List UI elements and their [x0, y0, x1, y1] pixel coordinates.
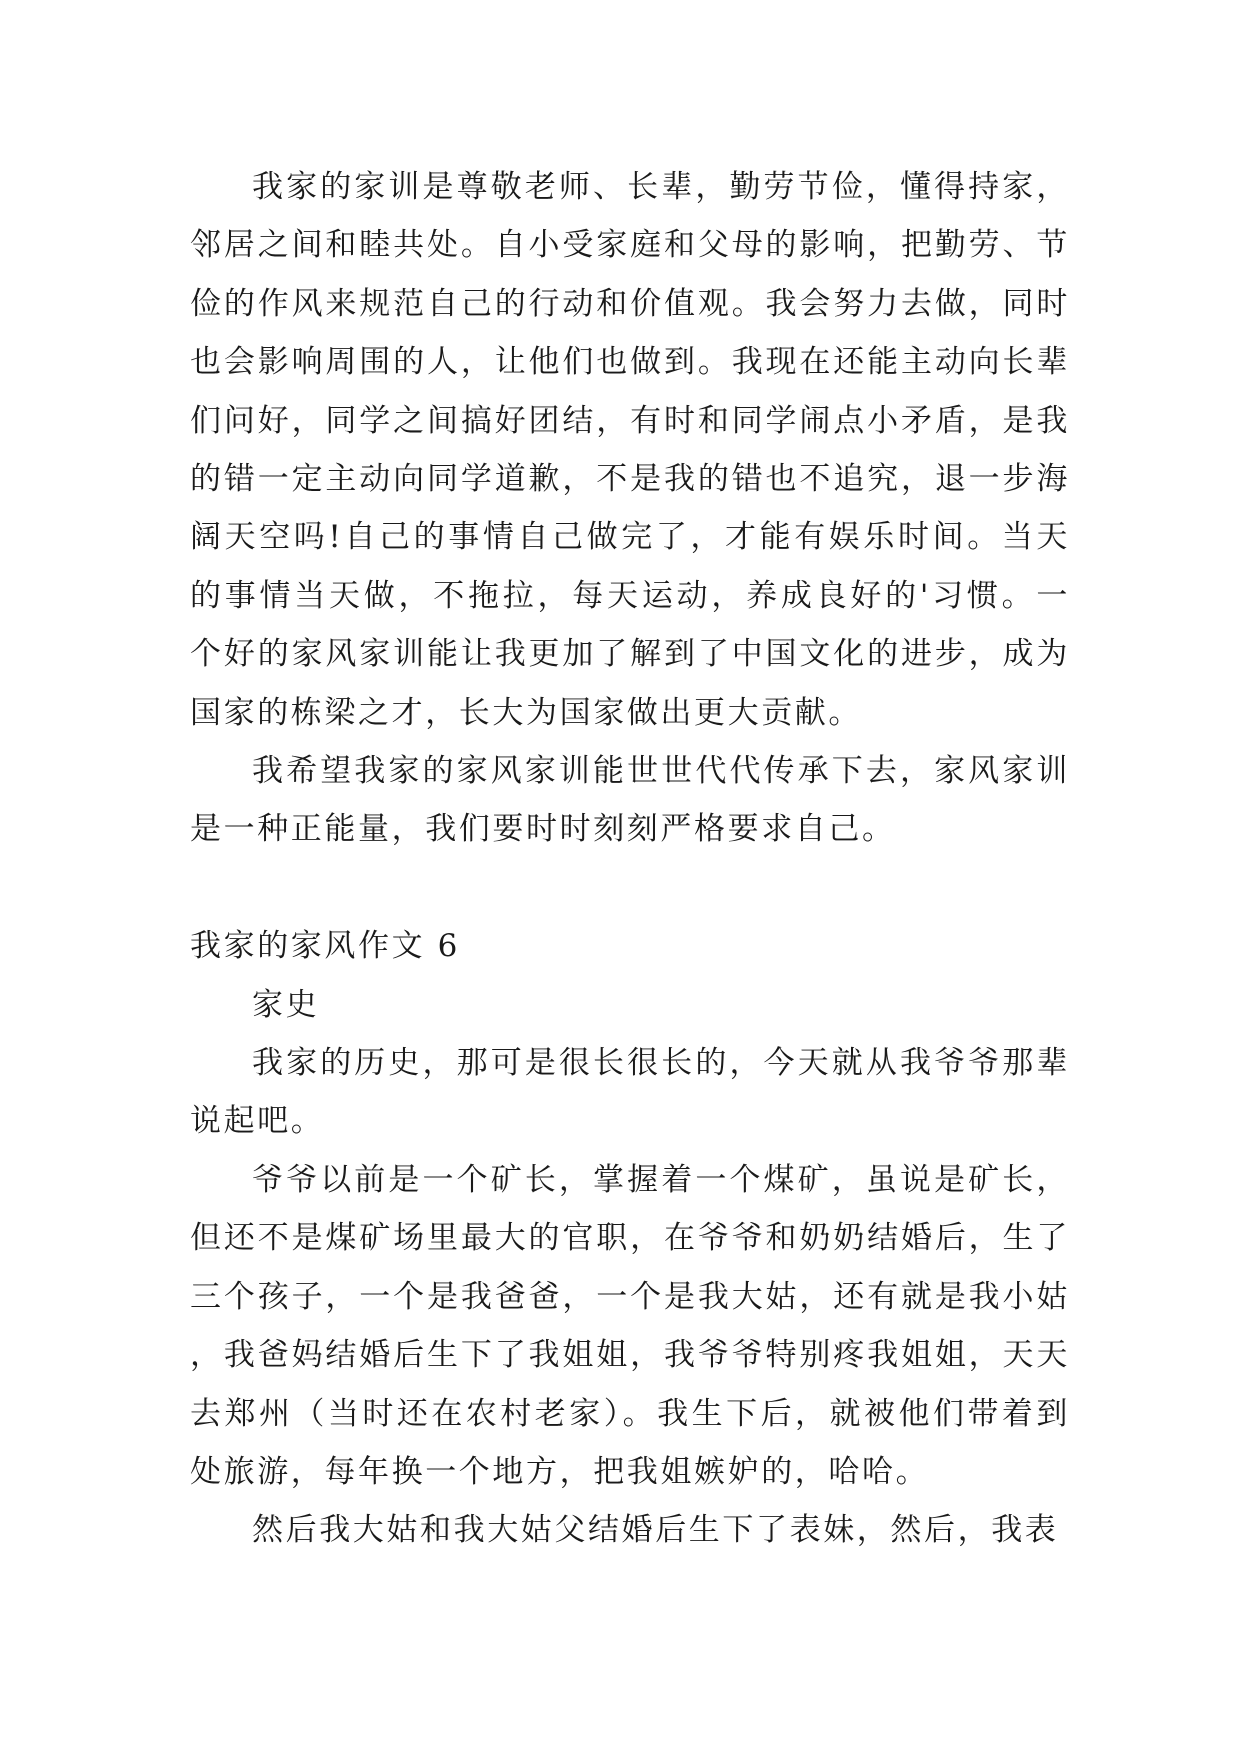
paragraph-family-motto: 我家的家训是尊敬老师、长辈，勤劳节俭，懂得持家，邻居之间和睦共处。自小受家庭和父母的影响，把勤劳、节俭的作风来规范自己的行动和价值观。我会努力去做，同时也会影响周围的人，让他们也做到。我现在还能主动向长辈们问好，同学之间搞好团结，有时和同学闹点小矛盾，是我的错一定主动向同学道歉，不是我的错也不追究，退一步海阔天空吗!自己的事情自己做完了，才能有娱乐时间。当天的事情当天做，不拖拉，每天运动，养成良好的'习惯。一个好的家风家训能让我更加了解到了中国文化的进步，成为国家的栋梁之才，长大为国家做出更大贡献。 [190, 169, 1070, 731]
paragraph-aunt: 然后我大姑和我大姑父结婚后生下了表妹，然后，我表 [252, 1512, 1059, 1549]
paragraph-family-history: 我家的历史，那可是很长很长的，今天就从我爷爷那辈说起吧。 [190, 1045, 1070, 1140]
document-body [190, 158, 1070, 1560]
paragraph-grandfather: 爷爷以前是一个矿长，掌握着一个煤矿，虽说是矿长，但还不是煤矿场里最大的官职，在爷爷和奶奶结婚后，生了三个孩子，一个是我爸爸，一个是我大姑，还有就是我小姑，我爸妈结婚后生下了我姐姐，我爷爷特别疼我姐姐，天天去郑州（当时还在农村老家）。我生下后，就被他们带着到处旅游，每年换一个地方，把我姐嫉妒的，哈哈。 [190, 1161, 1070, 1490]
section-title: 我家的家风作文 6 [190, 928, 460, 965]
section-spacer [190, 859, 1070, 917]
paragraph-hope: 我希望我家的家风家训能世世代代传承下去，家风家训是一种正能量，我们要时时刻刻严格要求自己。 [190, 753, 1070, 848]
section-subtitle: 家史 [252, 986, 320, 1023]
